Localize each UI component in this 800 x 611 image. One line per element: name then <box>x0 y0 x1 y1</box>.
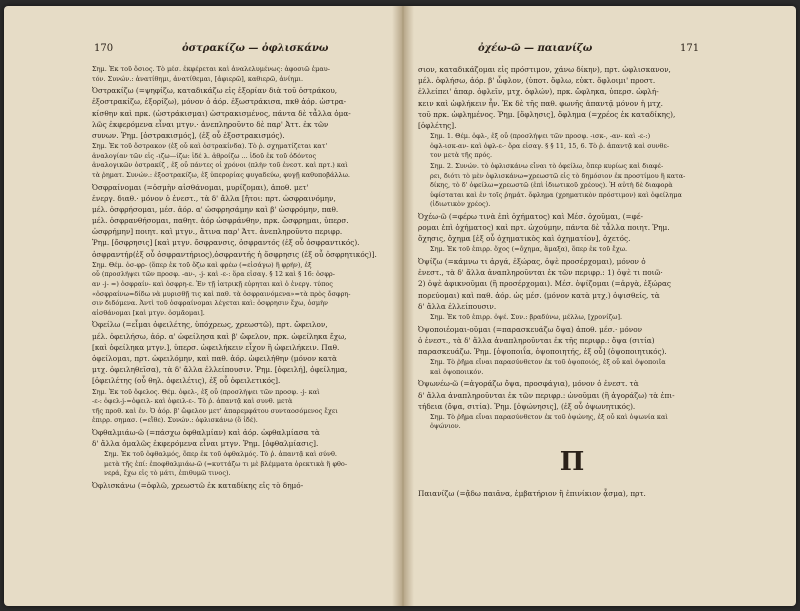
text-line: συνων. Ῥημ. [ὀστρακισμός], (ἐξ οὗ ἐξοστρακισμός). <box>92 130 285 140</box>
text-line: ἐπιρρ. σημασ. (=εἴθε). Συνών.: ὀφλισκάνω (ὃ ἰδέ). <box>92 416 258 425</box>
dictionary-entry <box>418 378 728 412</box>
dictionary-entry <box>418 488 728 499</box>
text-line: Σημ. Θέμ. ὀσ-φρ- (ὅπερ ἐκ τοῦ ὄζω καὶ φρέω (=εἰσάγω) ἢ φρήν), ἐξ <box>92 260 312 269</box>
left-running-head: ὀστρακίζω — ὀφλισκάνω <box>182 43 329 54</box>
dictionary-entry <box>92 319 386 386</box>
text-line: τόν. Συνών.: ἀνατίθημι, ἀνατίθεμαι, [ἀφιερῶ], καθιερῶ, ἀνίημι. <box>92 74 304 83</box>
text-line: αἰσθάνομαι [καὶ μτγν. ὀσμᾶομαι]. <box>92 308 205 317</box>
text-line: σιον, καταδικάζομαι εἰς πρόστιμον, χάνω δίκην), πρτ. ὠφλισκανον, <box>418 65 671 74</box>
text-line: Ὀψίζω (=κάμνω τι ἀργά, ἐξώρας, ὀψὲ προσέρχομαι), μόνον ὁ <box>418 257 646 267</box>
text-line: Σημ. Ἐκ τοῦ ὄφελος. Θέμ. ὀφελ-, ἐξ οὗ (προσλήψει τῶν προσφ. -j- καὶ <box>92 387 320 396</box>
note-block <box>418 162 728 210</box>
right-page-number: 171 <box>680 43 700 54</box>
note-block <box>92 388 386 426</box>
dictionary-entry <box>418 256 728 312</box>
text-line: ὑφίσταται καὶ ἐν τοῖς ῥημάτ. ὄφλημα (χρηματικὸν πρόστιμον) καὶ ὀφείλημα <box>430 190 682 199</box>
text-line: ρομαι ἐπὶ ὀχήματος) καὶ πρτ. ὠχούμην, πάντα δὲ τἆλλα ποιητ. Ῥημ. <box>418 223 670 233</box>
text-line: Ῥημ. [ὄσφρησις] [καὶ μτγν. ὄσφρανσις, ὀσφραντός (ἐξ οὗ ὀσφραντικός). <box>92 238 360 248</box>
text-line: νερά, ἔχω εἰς τὸ μάτι, ἐπιθυμῶ τινος). <box>104 469 231 478</box>
left-page <box>4 6 394 606</box>
text-line: ὀφλ-ισκ-αν- καὶ ὀφλ-ε-· ὅρα εἰσαγ. § § 11, 15, 6. Τὸ ῥ. ἀπαντᾷ καὶ συνθε- <box>430 141 670 150</box>
text-line: ὠσφρήμην] ποιητ. καὶ μτγν., ἅτινα παρ' Ἀττ. ἀνεπληροῦντο περιφρ. <box>92 227 343 237</box>
text-line: μέλ. ὀφειλήσω, ἀόρ. α' ὠφείλησα καὶ β' ὤφελον, πρκ. ὠφείληκα ἔχω, <box>92 331 347 341</box>
text-line: κειν καὶ ὠφλήκειν ἦν. Ἐκ δὲ τῆς παθ. φωνῆς ἀπαντᾷ μόνον ἡ μτχ. <box>418 98 663 108</box>
text-line: ἀναλογίαν τῶν εἰς -ιζω—ίζω: ἰδέ λ. ἀθροίζω ... ἰδοῦ ἐκ τοῦ ὀδόντος <box>92 151 317 160</box>
text-line: [καὶ ὀφείληκα μτγν.], ὑπερσ. ὠφειλήκειν εἶχον ἢ ὠφειλήκειν. Παθ. <box>92 342 340 352</box>
text-line: ἐνεργ. διαθ.· μόνον ὁ ἐνεστ., τὰ δ' ἄλλα [ἤτοι: πρτ. ὠσφραινόμην, <box>92 193 336 203</box>
text-line: δίκης, τὸ δ' ὀφείλω=χρεωστῶ (ἐπὶ ἰδιωτικοῦ χρέους). Ἡ αὐτὴ δὲ διαφορὰ <box>430 181 673 190</box>
note-block <box>92 65 386 84</box>
text-line: 2) ὀψὲ ἀφικνοῦμαι (ἢ προσέρχομαι). Μέσ. ὀψίζομαι (=ἀργὰ, ἐξώρας <box>418 279 671 289</box>
left-page-number: 170 <box>94 43 114 54</box>
text-line: λῶς ἐκφερόμενα εἶναι μτγν.· ἀνεπληροῦντο δὲ παρ' Ἀττ. ἐκ τῶν <box>92 119 329 129</box>
left-page-body <box>92 64 386 584</box>
text-line: μτχ. ὀφειληθεῖσα), τὰ δ' ἄλλα ἐλλείπουσιν. Ῥημ. [ὀφειλή], ὀφείλημα, <box>92 365 348 375</box>
text-line: ἐνεστ., τὰ δ' ἄλλα ἀναπληροῦνται ἐκ τῶν περιφρ.: 1) ὀψὲ τι ποιῶ· <box>418 268 663 278</box>
text-line: Σημ. Ἐκ τοῦ ὀφθαλμός, ὅπερ ἐκ τοῦ ὀφθαλμός. Τὸ ῥ. ἀπαντᾷ καὶ σύνθ. <box>104 450 337 459</box>
text-line: Ὀψοποιέομαι-οῦμαι (=παρασκευάζω ὄψα) ἀποθ. μέσ.· μόνον <box>418 324 643 334</box>
section-letter-text: Π <box>559 447 587 478</box>
text-line: πορεύομαι) καὶ παθ. ἀόρ. ὡς μέσ. (μόνον κατὰ μτχ.) ὀψισθείς, τὰ <box>418 290 660 300</box>
text-line: Ὀφείλω (=εἶμαι ὀφειλέτης, ὑπόχρεως, χρεωστῶ), πρτ. ὤφειλον, <box>92 320 328 330</box>
text-line: Ὀφλισκάνω (=ὀφλῶ, χρεωστῶ ἐκ καταδίκης εἰς τὸ δημό- <box>92 481 304 491</box>
text-line: ὀψώνιον. <box>430 422 461 431</box>
text-line: ἐλλείπει' ἀπαρ. ὀφλεῖν, μτχ. ὀφλών), πρκ. ὤφληκα, ὑπερσ. ὠφλή- <box>418 87 659 97</box>
text-line: σιν διδόμενα. Ἀντὶ τοῦ ὀσφραίνομαι λέγεται καὶ: ὀσφρησιν ἔχω, ὀσμὴν <box>92 299 328 308</box>
text-line: [ὀφειλέτης (οὗ θηλ. ὀφειλέτις), ἐξ οὗ ὀφειλετικός]. <box>92 376 281 386</box>
text-line: Ὀψωνέω-ῶ (=ἀγοράζω ὄψα, προσφάγια), μόνον ὁ ἐνεστ. τὰ <box>418 379 639 389</box>
text-line: Σημ. Ἐκ τοῦ ἐπιρρ. ὀψέ. Συν.: βραδύνω, μέλλω, [χρονίζω]. <box>430 312 623 321</box>
dictionary-entry <box>418 64 728 131</box>
text-line: κίσθην καὶ πρκ. (ὠστράκισμαι) ὠστρακισμένος, πάντα δὲ τἆλλα ὁμα- <box>92 108 351 118</box>
text-line: ρει, διότι τὸ μὲν ὀφλισκάνω=χρεωστῶ εἰς τὸ δημόσιον ἐκ προστίμου ἢ κατα- <box>430 171 686 180</box>
dictionary-entry <box>418 324 728 358</box>
section-letter <box>418 444 728 480</box>
note-block <box>92 142 386 180</box>
text-line: δ' ἄλλα ὁμαλῶς ἐκφερόμενα εἶναι μτγν. Ῥημ. [ὀφθαλμίασις]. <box>92 439 319 449</box>
text-line: μετὰ τῆς ἐπί: ἐποφθαλμιάω-ῶ (=κυττάζω τι μὲ βλέμματα ὀρεκτικὰ ἢ φθο- <box>104 459 348 468</box>
text-line: Σημ. Τὸ ῥῆμα εἶναι παρασύνθετον ἐκ τοῦ ὀψώνης, ἐξ οὗ καὶ ὀψωνία καὶ <box>430 412 668 421</box>
text-line: ὁ ἐνεστ., τὰ δ' ἄλλα ἀναπληροῦνται ἐκ τῆς περιφρ.: ὄψα (σιτία) <box>418 335 655 345</box>
text-line: «ὀσφραίνω=δίδω νὰ μυρισθῇ τις καὶ παθ. τὰ ὀσφραινόμενα»=τὰ πρὸς ὄσφρη- <box>92 289 351 298</box>
dictionary-entry <box>92 480 386 491</box>
note-block <box>418 413 728 432</box>
text-line: Ὀφθαλμιάω-ῶ (=πάσχω ὀφθαλμίαν) καὶ ἀόρ. ὠφθαλμίασα τὰ <box>92 427 320 437</box>
text-line: μέλ. ὀσφρανθήσομαι, παθητ. ἀόρ ὠσφράνθην, πρκ. ὤσφρημαι, ὑπερσ. <box>92 216 349 226</box>
text-line: καὶ ὀψοποιικόν. <box>430 367 484 376</box>
text-line: τον μετὰ τῆς πρός. <box>430 151 493 160</box>
text-line: (ἰδιωτικὸν χρέος). <box>430 200 491 209</box>
text-line: τὰ ῥηματ. Συνών.: ἐξοστρακίζω, ἐξ ὑπερορίας φυγαδεύω, φυγῇ καθυποβάλλω. <box>92 170 350 179</box>
text-line: Ὀχέω-ῶ (=φέρω τινὰ ἐπὶ ὀχήματος) καὶ Μέσ. ὀχοῦμαι, (=φέ- <box>418 211 643 221</box>
note-block <box>418 245 728 255</box>
text-line: αν -j- =) ὀσφραίν- καὶ ὀσφρη-ε. Ἐν τῇ ἰατρικῇ εὑρηται καὶ ὁ ἐνεργ. τύπος <box>92 280 333 288</box>
text-line: [ὀφλέτης]. <box>418 120 457 130</box>
dictionary-entry <box>418 211 728 245</box>
text-line: οὗ (προσλήψει τῶν προσφ. -αν-, -j- καὶ -ε-: ὅρα εἰσαγ. § 12 καὶ § 16: ὀσφρ- <box>92 270 335 279</box>
right-running-head: ὀχέω-ῶ — παιανίζω <box>478 43 593 54</box>
text-line: Σημ. Ἐκ τοῦ ἐπιρρ. ὄχος (=ὄχημα, ἅμαξα), ὅπερ ἐκ τοῦ ἔχω. <box>430 245 628 254</box>
text-line: Ὀστρακίζω (=ψηφίζω, καταδικάζω εἰς ἐξορίαν διὰ τοῦ ὀστράκου, <box>92 86 338 96</box>
text-line: Σημ. Ἐκ τοῦ ὅσιος. Τὸ μέσ. ἐκφέρεται καὶ ἀναλελυμένως: ἀφοσιῶ ἐμαυ- <box>92 65 330 73</box>
text-line: Ὀσφραίνομαι (=ὀσμὴν αἰσθάνομαι, μυρίζομαι), ἀποθ. μετ' <box>92 182 309 192</box>
text-line: τῆς προθ. καὶ ἐν. Ὁ ἀόρ. β' ὤφελον μετ' ἀπαρεμφάτου συνταοσόμενος ἔχει <box>92 406 338 415</box>
dictionary-entry <box>92 85 386 141</box>
text-line: -ε-: ὀφελ-j-=ὀφειλ- καὶ ὀφειλ-ε-. Τὸ ῥ. ἀπαντᾷ καὶ συνθ. μετὰ <box>92 397 293 406</box>
text-line: μέλ. ὀσφρήσομαι, μέσ. ἀόρ. α' ὠσφρησάμην καὶ β' ὠσφρόμην, παθ. <box>92 204 339 214</box>
note-block <box>418 313 728 323</box>
note-block <box>418 358 728 377</box>
text-line: δ' ἄλλα ἀναπληροῦνται ἐκ τῶν περιφρ.: ὠνοῦμαι (ἢ ἀγοράζω) τὰ ἐπι- <box>418 390 675 400</box>
text-line: ὀφείλομαι, πρτ. ὠφειλόμην, καὶ παθ. ἀόρ. ὠφειλήθην (μόνον κατὰ <box>92 353 337 363</box>
text-line: Σημ. Ἐκ τοῦ ὄστρακον (ἐξ οὗ καὶ ὀστρακίνδα). Τὸ ῥ. σχηματίζεται κατ' <box>92 142 328 151</box>
right-page-body <box>418 64 728 584</box>
right-page <box>412 6 796 606</box>
note-block <box>418 132 728 161</box>
note-block <box>92 450 386 479</box>
open-book <box>4 6 796 606</box>
text-line: ὀσφραντήρ(ἐξ οὗ ὀσφραντήριος),ὀσφραντής ἡ ὄσφρησις (ἐξ οὗ ὀσφρητικός)]. <box>92 249 377 259</box>
text-line: Παιανίζω (=ᾄδω παιᾶνα, ἐμβατήριον ἢ ἐπινίκιον ᾆσμα), πρτ. <box>418 489 646 499</box>
text-line: Σημ. Τὸ ῥῆμα εἶναι παρασύνθετον ἐκ τοῦ ὀψοποιός, ἐξ οὗ καὶ ὀψοποιΐα <box>430 358 666 367</box>
text-line: δ' ἄλλα ἐλλείπουσιν. <box>418 301 497 311</box>
text-line: παρασκευάζω. Ῥημ. [ὀψοποιΐα, ὀψοποιητής, ἐξ οὗ] (ὀψοποιητικός). <box>418 346 667 356</box>
text-line: ἐξοστρακίζω, ἐξορίζω), μόνον ὁ ἀόρ. ἐξωστράκισα, πκθ ἀόρ. ὠστρα- <box>92 97 347 107</box>
note-block <box>92 261 386 319</box>
dictionary-entry <box>92 427 386 449</box>
text-line: ἀναλογικῶν ὀστρακίζ , ἐξ οὗ πάντες οἱ χρόνοι (πλὴν τοῦ ἐνεστ. καὶ πρτ.) καὶ <box>92 161 348 170</box>
text-line: ὄχησις, ὄχημα [ἐξ οὗ ὀχηματικὸς καὶ ὀχηματίον], ὀχετός. <box>418 234 631 244</box>
text-line: Σημ. 2. Συνών. τὸ ὀφλισκάνω εἶναι τὸ ὀφείλω, ὅπερ κυρίως καὶ διαφέ- <box>430 161 664 170</box>
text-line: τοῦ πρκ. ὠφλημένος. Ῥημ. [ὄφλησις], ὄφλημα (=χρέος ἐκ καταδίκης), <box>418 109 676 119</box>
dictionary-entry <box>92 182 386 260</box>
text-line: τήδεια (ὄψα, σιτία). Ῥημ. [ὀψώνησις], (ἐξ οὗ ὀψωνητικός). <box>418 401 636 411</box>
text-line: Σημ. 1. Θέμ. ὀφλ-, ἐξ οὗ (προσλήψει τῶν προσφ. -ισκ-, -αν- καὶ -ε-:) <box>430 132 651 141</box>
book-spine <box>392 6 414 606</box>
text-line: μέλ. ὀφλήσω, ἀόρ. β' ὦφλον, (ὑποτ. ὄφλω, εὐκτ. ὄφλοιμι' προστ. <box>418 76 656 86</box>
